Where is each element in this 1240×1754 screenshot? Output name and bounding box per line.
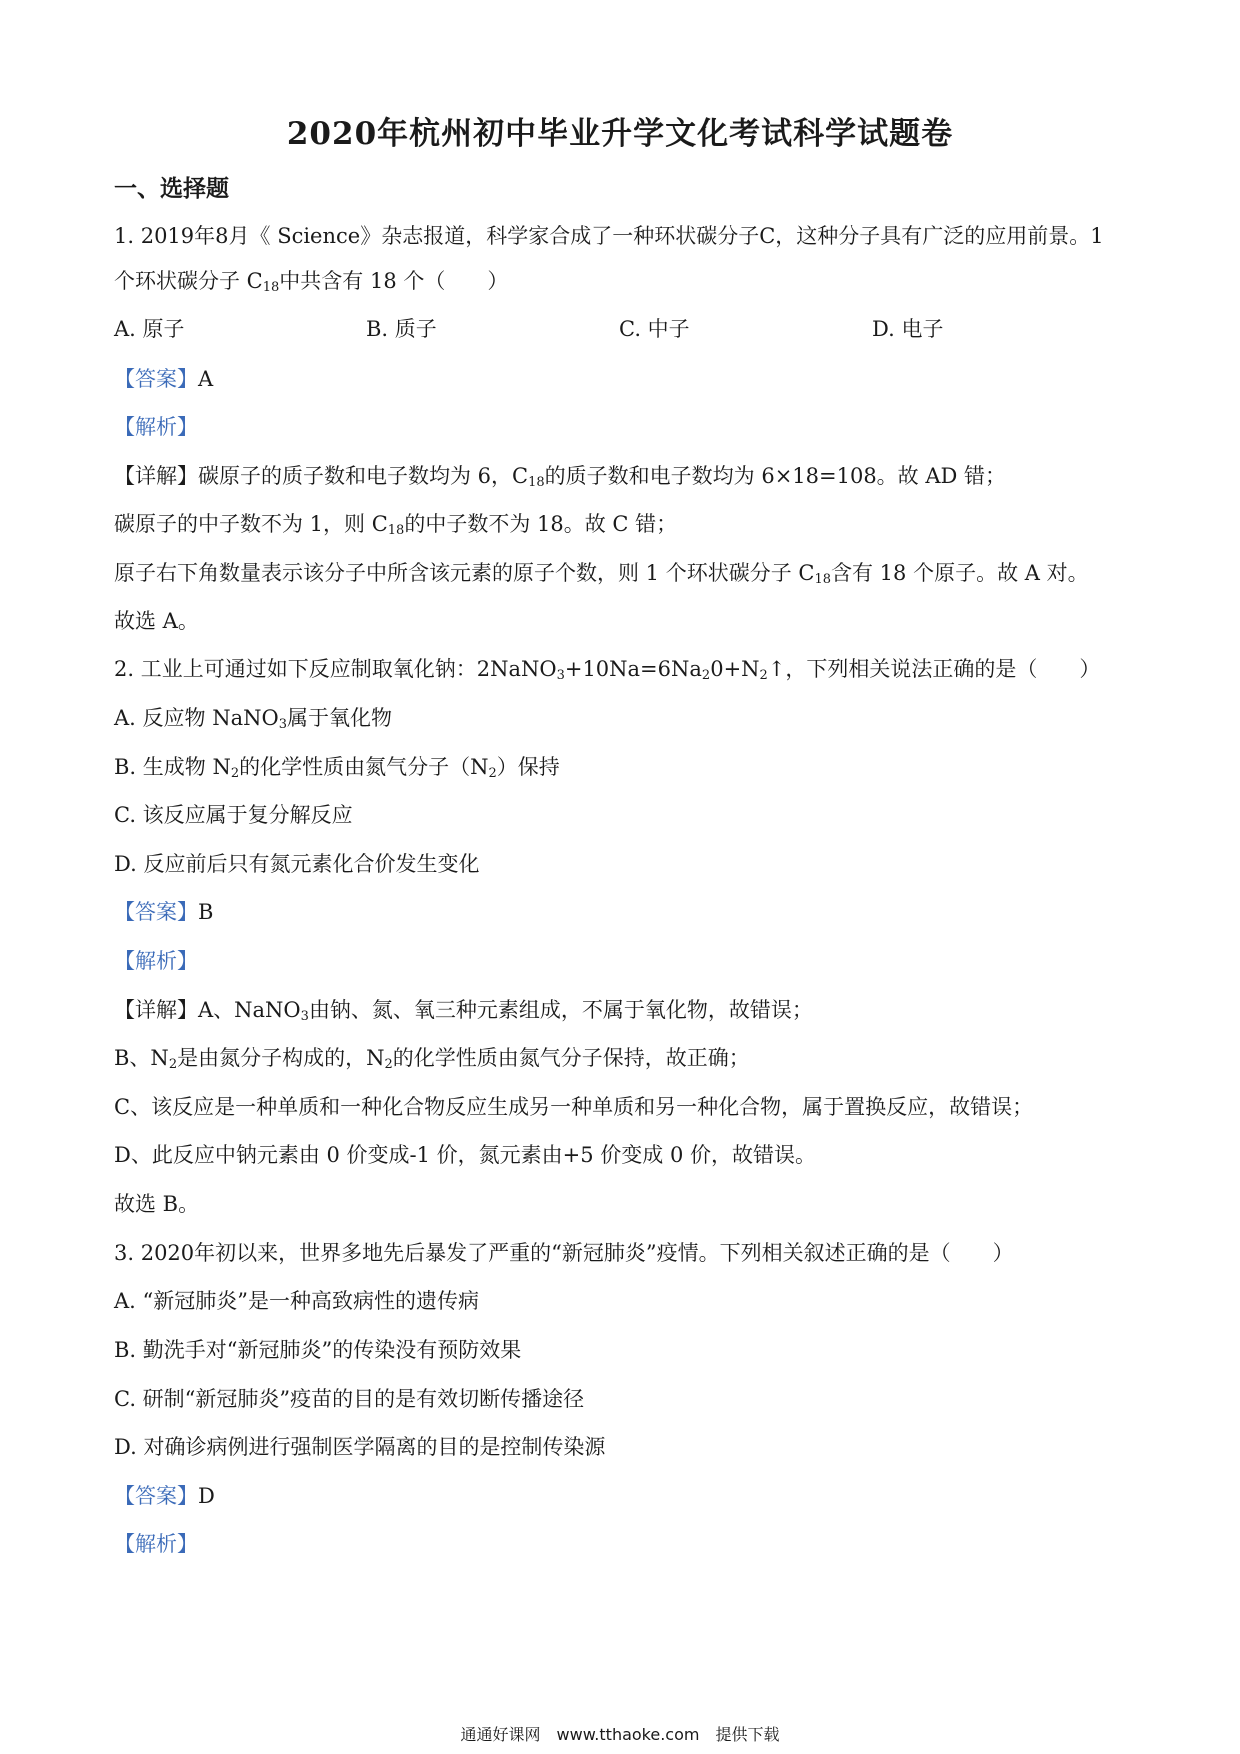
page-title: 2020年杭州初中毕业升学文化考试科学试题卷 bbox=[286, 116, 954, 152]
q2-option-c: C. 该反应属于复分解反应 bbox=[114, 803, 353, 827]
q1-option-b: B. 质子 bbox=[366, 317, 437, 341]
q2-option-b: B. 生成物 $N_2$的化学性质由氮气分子$(N_2)$保持 bbox=[114, 755, 560, 781]
q1-answer: 【答案】A bbox=[114, 367, 214, 391]
q2-stem: 2. 工业上可通过如下反应制取氧化钠：$2NaNO_3+10Na=6Na_20+N_2↑$，下列相关说法正确的是（ ） bbox=[114, 657, 1101, 683]
q3-option-d: D. 对确诊病例进行强制医学隔离的目的是控制传染源 bbox=[114, 1435, 606, 1459]
q3-option-a: A. “新冠肺炎”是一种高致病性的遗传病 bbox=[114, 1289, 479, 1313]
q1-analysis-label: 【解析】 bbox=[114, 415, 198, 439]
q1-option-a: A. 原子 bbox=[114, 317, 185, 341]
q2-detail-line2: B、$N_2$是由氮分子构成的，$N_2$的化学性质由氮气分子保持，故正确； bbox=[114, 1046, 750, 1072]
q2-answer: 【答案】B bbox=[114, 900, 214, 924]
q1-detail-line1: 【详解】碳原子的质子数和电子数均为 6，$C_{18}$的质子数和电子数均为 6×18=108。故 AD 错； bbox=[114, 464, 1007, 490]
q2-option-a: A. 反应物 NaNO$_3$属于氧化物 bbox=[114, 706, 392, 732]
q2-detail-line3: C、该反应是一种单质和一种化合物反应生成另一种单质和另一种化合物，属于置换反应，故错误； bbox=[114, 1095, 1034, 1119]
page-footer: 通通好课网 www.tthaoke.com 提供下载 bbox=[460, 1725, 780, 1744]
q1-detail-line3: 原子右下角数量表示该分子中所含该元素的原子个数，则 1 个环状碳分子 $C_{18}$含有 18 个原子。故 A 对。 bbox=[114, 561, 1089, 587]
q2-analysis-label: 【解析】 bbox=[114, 949, 198, 973]
section-heading: 一、选择题 bbox=[114, 175, 229, 202]
q2-detail-line5: 故选 B。 bbox=[114, 1192, 200, 1216]
q1-detail-line4: 故选 A。 bbox=[114, 609, 199, 633]
q2-option-d: D. 反应前后只有氮元素化合价发生变化 bbox=[114, 852, 480, 876]
q1-stem-line2: 个环状碳分子 $C_{18}$中共含有 18 个（ ） bbox=[114, 269, 509, 295]
q3-answer: 【答案】D bbox=[114, 1484, 215, 1508]
q3-option-c: C. 研制“新冠肺炎”疫苗的目的是有效切断传播途径 bbox=[114, 1387, 585, 1411]
q1-option-c: C. 中子 bbox=[619, 317, 690, 341]
q1-detail-line2: 碳原子的中子数不为 1，则 $C_{18}$的中子数不为 18。故 C 错； bbox=[114, 512, 678, 538]
q1-stem-line1: 1. 2019年8月《 Science》杂志报道，科学家合成了一种环状碳分子C，这种分子具有广泛的应用前景。1 bbox=[114, 224, 1104, 248]
q3-stem: 3. 2020年初以来，世界多地先后暴发了严重的“新冠肺炎”疫情。下列相关叙述正确的是（ ） bbox=[114, 1241, 1014, 1265]
q2-detail-line1: 【详解】A、NaNO$_3$由钠、氮、氧三种元素组成，不属于氧化物，故错误； bbox=[114, 998, 813, 1024]
q3-option-b: B. 勤洗手对“新冠肺炎”的传染没有预防效果 bbox=[114, 1338, 522, 1362]
q2-detail-line4: D、此反应中钠元素由 0 价变成-1 价，氮元素由+5 价变成 0 价，故错误。 bbox=[114, 1143, 817, 1167]
q1-option-d: D. 电子 bbox=[872, 317, 944, 341]
q3-analysis-label: 【解析】 bbox=[114, 1532, 198, 1556]
